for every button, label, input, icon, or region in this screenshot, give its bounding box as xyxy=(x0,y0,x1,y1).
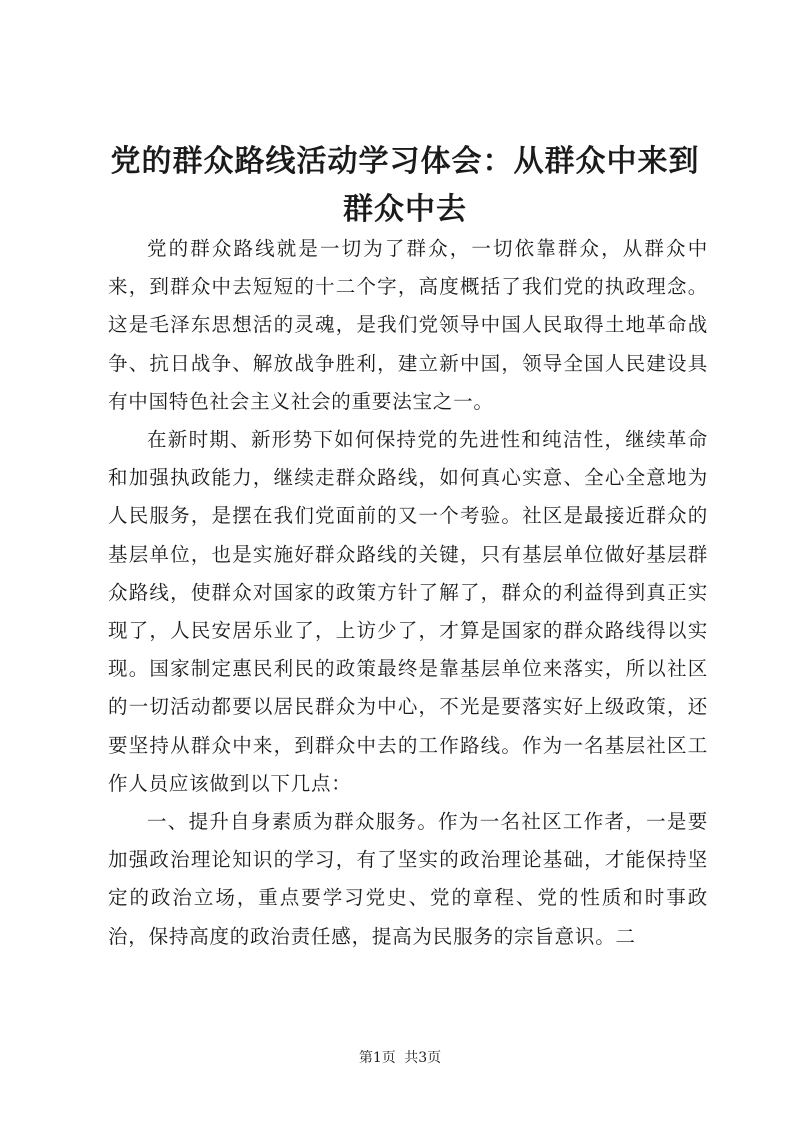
paragraph-3: 一、提升自身素质为群众服务。作为一名社区工作者，一是要加强政治理论知识的学习，有了坚实的政治理论基础，才能保持坚定的政治立场，重点要学习党史、党的章程、党的性质和时事政治，保持高度的政治责任感，提高为民服务的宗旨意识。二 xyxy=(108,810,708,948)
page-footer xyxy=(0,1048,800,1068)
page-number-current: 第1页 xyxy=(358,1050,396,1066)
paragraph-2: 在新时期、新形势下如何保持党的先进性和纯洁性，继续革命和加强执政能力，继续走群众路线，如何真心实意、全心全意地为人民服务，是摆在我们党面前的又一个考验。社区是最接近群众的基层单位，也是实施好群众路线的关键，只有基层单位做好基层群众路线，使群众对国家的政策方针了解了，群众的利益得到真正实现了，人民安居乐业了，上访少了，才算是国家的群众路线得以实现。国家制定惠民利民的政策最终是靠基层单位来落实，所以社区的一切活动都要以居民群众为中心，不光是要落实好上级政策，还要坚持从群众中来，到群众中去的工作路线。作为一名基层社区工作人员应该做到以下几点： xyxy=(108,428,708,795)
document-body xyxy=(108,230,708,956)
page-number-total: 共3页 xyxy=(404,1050,442,1066)
paragraph-1: 党的群众路线就是一切为了群众，一切依靠群众，从群众中来，到群众中去短短的十二个字，高度概括了我们党的执政理念。这是毛泽东思想活的灵魂，是我们党领导中国人民取得土地革命战争、抗日战争、解放战争胜利，建立新中国，领导全国人民建设具有中国特色社会主义社会的重要法宝之一。 xyxy=(108,237,708,413)
document-title: 党的群众路线活动学习体会：从群众中来到群众中去 xyxy=(110,144,700,227)
